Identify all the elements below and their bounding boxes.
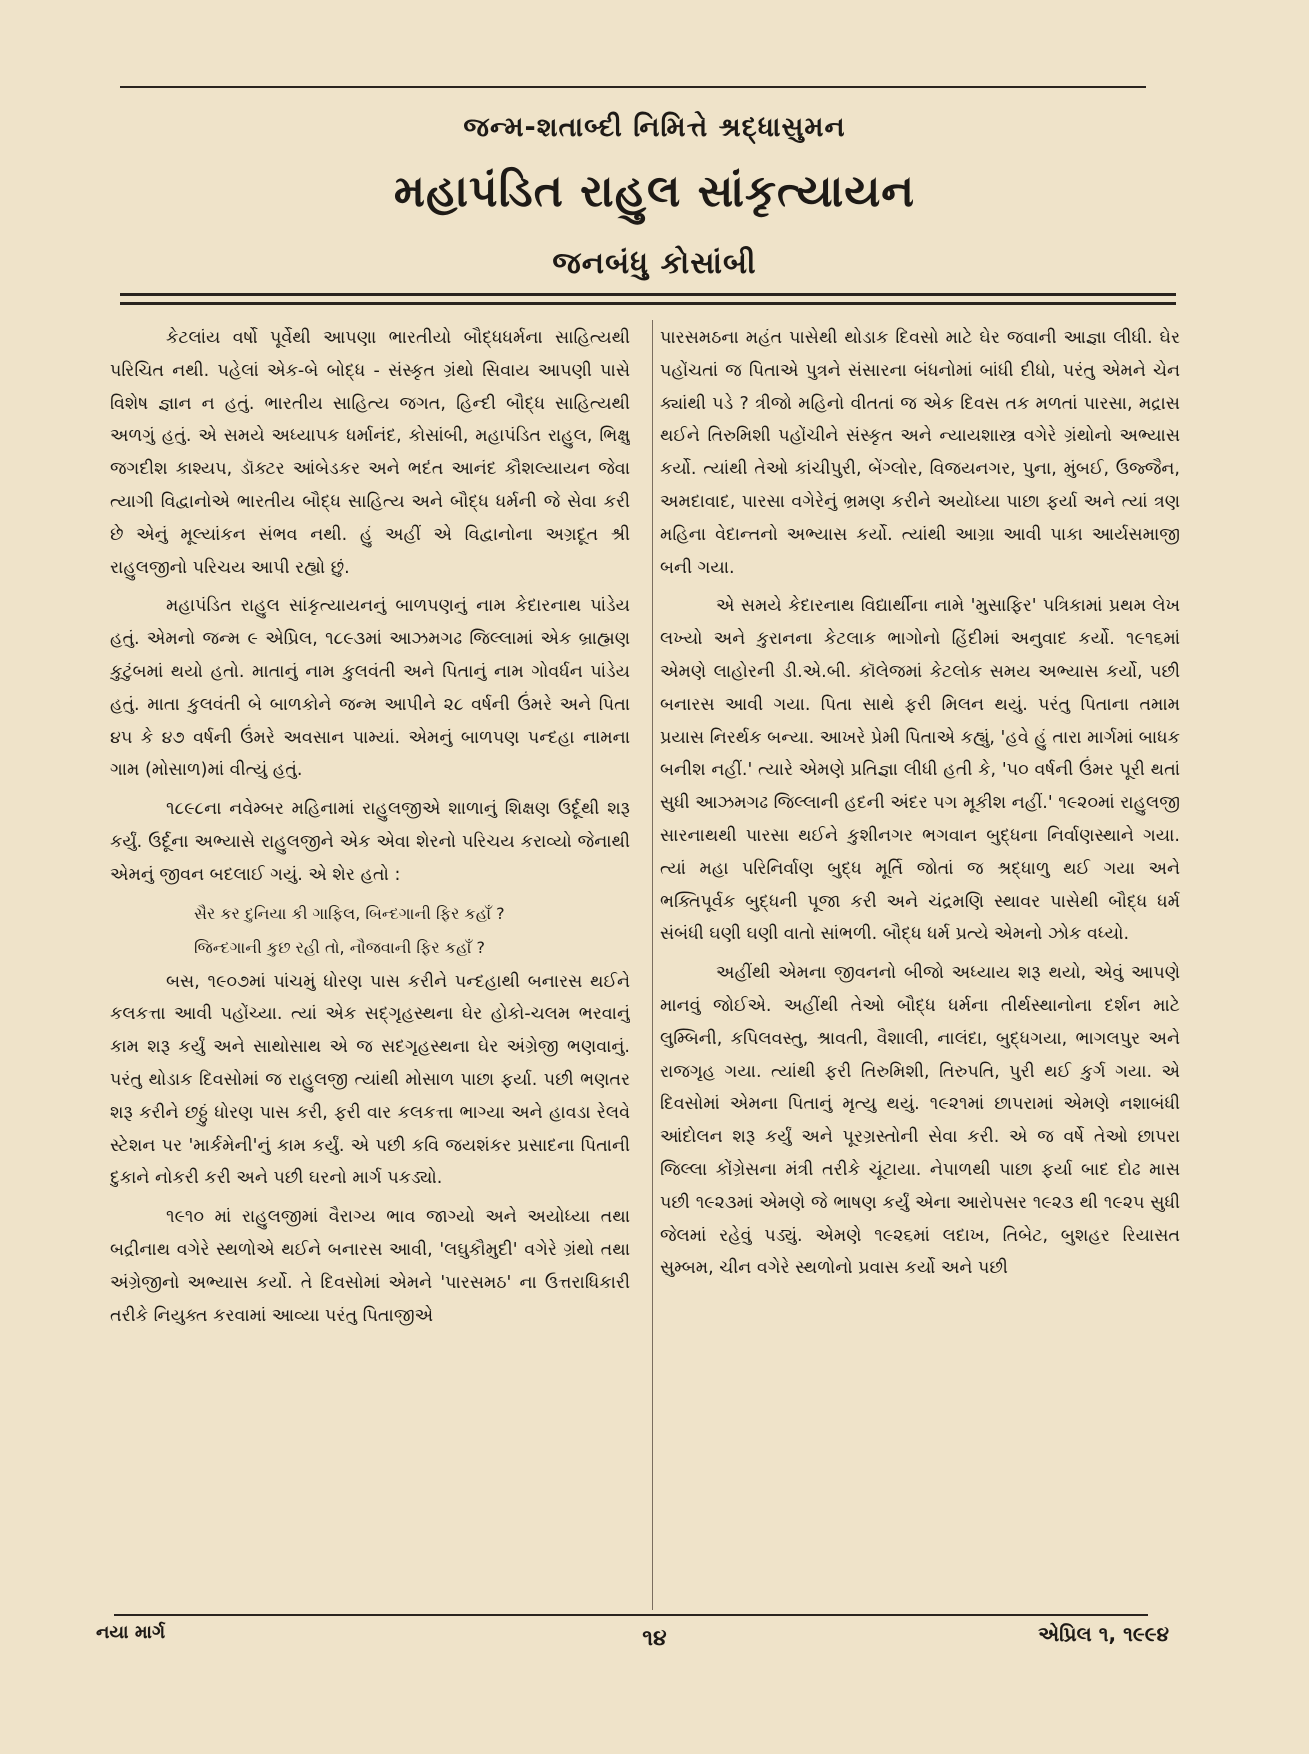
paragraph: કેટલાંય વર્ષો પૂર્વેથી આપણા ભારતીયો બૌદ્ધધર્મના સાહિત્યથી પરિચિત નથી. પહેલાં એક-બે બોદ્ધ - સંસ્કૃત ગ્રંથો સિવાય આપણી પાસે વિશેષ જ્ઞાન ન હતું. ભારતીય સાહિત્ય જગત, હિન્દી બૌદ્ધ સાહિત્યથી અળગું હતું. એ સમયે અધ્યાપક ધર્માનંદ, કોસાંબી, મહાપંડિત રાહુલ, ભિક્ષુ જગદીશ કાશ્યપ, ડૉક્ટર આંબેડકર અને ભદંત આનંદ કૌશલ્યાયન જેવા ત્યાગી વિદ્વાનોએ ભારતીય બૌદ્ધ સાહિત્ય અને બૌદ્ધ ધર્મની જે સેવા કરી છે એનું મૂલ્યાંકન સંભવ નથી. હું અહીં એ વિદ્વાનોના અગ્રદૂત શ્રી રાહુલજીનો પરિચય આપી રહ્યો છું.: [110, 328, 630, 578]
footer-rule: [114, 1614, 1148, 1616]
paragraph: ૧૮૯૮ના નવેમ્બર મહિનામાં રાહુલજીએ શાળાનું શિક્ષણ ઉર્દૂથી શરૂ કર્યું. ઉર્દૂના અભ્યાસે રાહુલજીને એક એવા શેરનો પરિચય કરાવ્યો જેનાથી એમનું જીવન બદલાઈ ગયું. એ શેર હતો :: [110, 799, 630, 885]
column-divider: [652, 320, 653, 1610]
magazine-name: નયા માર્ગ: [96, 1622, 166, 1643]
paragraph: ૧૯૧૦ માં રાહુલજીમાં વૈરાગ્ય ભાવ જાગ્યો અને અયોધ્યા તથા બદ્રીનાથ વગેરે સ્થળોએ થઈને બનારસ આવી, 'લઘુકૌમુદી' વગેરે ગ્રંથો તથા અંગ્રેજીનો અભ્યાસ કર્યો. તે દિવસોમાં એમને 'પારસમઠ' ના ઉત્તરાધિકારી તરીકે નિયુક્ત કરવામાં આવ્યા પરંતુ પિતાજીએ: [110, 1207, 630, 1326]
title-rule-double: [120, 302, 1176, 305]
right-column: [660, 322, 1180, 1607]
title-rule: [120, 293, 1176, 296]
paragraph: એ સમયે કેદારનાથ વિદ્યાર્થીના નામે 'મુસાફિર' પત્રિકામાં પ્રથમ લેખ લખ્યો અને કુરાનના કેટલાક ભાગોનો હિંદીમાં અનુવાદ કર્યો. ૧૯૧૬માં એમણે લાહોરની ડી.એ.બી. કૉલેજમાં કેટલોક સમય અભ્યાસ કર્યો, પછી બનારસ આવી ગયા. પિતા સાથે ફરી મિલન થયું. પરંતુ પિતાના તમામ પ્રયાસ નિરર્થક બન્યા. આખરે પ્રેમી પિતાએ કહ્યું, 'હવે હું તારા માર્ગમાં બાધક બનીશ નહીં.' ત્યારે એમણે પ્રતિજ્ઞા લીધી હતી કે, '૫૦ વર્ષની ઉંમર પૂરી થતાં સુધી આઝમગઢ જિલ્લાની હદની અંદર પગ મૂકીશ નહીં.' ૧૯૨૦માં રાહુલજી સારનાથથી પારસા થઈને કુશીનગર ભગવાન બુદ્ધના નિર્વાણસ્થાને ગયા. ત્યાં મહા પરિનિર્વાણ બુદ્ધ મૂર્તિ જોતાં જ શ્રદ્ધાળુ થઈ ગયા અને ભક્તિપૂર્વક બુદ્ધની પૂજા કરી અને ચંદ્રમણિ સ્થાવર પાસેથી બૌદ્ધ ધર્મ સંબંધી ઘણી ઘણી વાતો સાંભળી. બૌદ્ધ ધર્મ પ્રત્યે એમનો ઝોક વધ્યો.: [660, 596, 1180, 945]
kicker-heading: જન્મ-શતાબ્દી નિમિત્તે શ્રદ્ધાસુમન: [463, 112, 846, 143]
verse-line: જિન્દગાની કુછ રહી તો, નૌજવાની ફિર કહાઁ ?: [194, 937, 485, 957]
paragraph: બસ, ૧૯૦૭માં પાંચમું ધોરણ પાસ કરીને પન્દહાથી બનારસ થઈને કલકત્તા આવી પહોંચ્યા. ત્યાં એક સદ્ગૃહસ્થના ઘેર હોકો-ચલમ ભરવાનું કામ શરૂ કર્યું અને સાથોસાથ એ જ સદગૃહસ્થના ઘેર અંગ્રેજી ભણવાનું. પરંતુ થોડાક દિવસોમાં જ રાહુલજી ત્યાંથી મોસાળ પાછા ફર્યા. પછી ભણતર શરૂ કરીને છઠ્ઠું ધોરણ પાસ કરી, ફરી વાર કલકત્તા ભાગ્યા અને હાવડા રેલવે સ્ટેશન પર 'માર્કમેની'નું કામ કર્યું. એ પછી કવિ જયશંકર પ્રસાદના પિતાની દુકાને નોકરી કરી અને પછી ઘરનો માર્ગ પકડ્યો.: [110, 971, 630, 1189]
verse-line: સૈર કર દુનિયા કી ગાફિલ, બિન્દગાની ફિર કહાઁ ?: [194, 903, 505, 923]
paragraph: પારસમઠના મહંત પાસેથી થોડાક દિવસો માટે ઘેર જવાની આજ્ઞા લીધી. ઘેર પહોંચતાં જ પિતાએ પુત્રને સંસારના બંધનોમાં બાંધી દીધો, પરંતુ એમને ચેન ક્યાંથી પડે ? ત્રીજો મહિનો વીતતાં જ એક દિવસ તક મળતાં પારસા, મદ્રાસ થઈને તિરુમિશી પહોંચીને સંસ્કૃત અને ન્યાયશાસ્ત્ર વગેરે ગ્રંથોનો અભ્યાસ કર્યો. ત્યાંથી તેઓ કાંચીપુરી, બેંગ્લોર, વિજયનગર, પુના, મુંબઈ, ઉજ્જૈન, અમદાવાદ, પારસા વગેરેનું ભ્રમણ કરીને અયોધ્યા પાછા ફર્યા અને ત્યાં ત્રણ મહિના વેદાન્તનો અભ્યાસ કર્યો. ત્યાંથી આગ્રા આવી પાકા આર્યસમાજી બની ગયા.: [660, 328, 1180, 578]
page-number: ૧૪: [642, 1626, 667, 1651]
article-title: મહાપંડિત રાહુલ સાંકૃત્યાયન: [393, 166, 916, 217]
article-author: જનબંધુ કોસાંબી: [552, 246, 757, 281]
top-rule: [120, 86, 1146, 88]
paragraph: મહાપંડિત રાહુલ સાંકૃત્યાયનનું બાળપણનું નામ કેદારનાથ પાંડેય હતું. એમનો જન્મ ૯ એપ્રિલ, ૧૮૯૩માં આઝમગઢ જિલ્લામાં એક બ્રાહ્મણ કુટુંબમાં થયો હતો. માતાનું નામ કુલવંતી અને પિતાનું નામ ગોવર્ધન પાંડેય હતું. માતા કુલવંતી બે બાળકોને જન્મ આપીને ૨૮ વર્ષની ઉંમરે અને પિતા ૪૫ કે ૪૭ વર્ષની ઉંમરે અવસાન પામ્યાં. એમનું બાળપણ પન્દહા નામના ગામ (મોસાળ)માં વીત્યું હતું.: [110, 596, 630, 781]
paragraph: અહીંથી એમના જીવનનો બીજો અધ્યાય શરૂ થયો, એવું આપણે માનવું જોઈએ. અહીંથી તેઓ બૌદ્ધ ધર્મના તીર્થસ્થાનોના દર્શન માટે લુમ્બિની, કપિલવસ્તુ, શ્રાવતી, વૈશાલી, નાલંદા, બુદ્ધગયા, ભાગલપુર અને રાજગૃહ ગયા. ત્યાંથી ફરી તિરુમિશી, તિરુપતિ, પુરી થઈ કુર્ગ ગયા. એ દિવસોમાં એમના પિતાનું મૃત્યુ થયું. ૧૯૨૧માં છાપરામાં એમણે નશાબંધી આંદોલન શરૂ કર્યું અને પૂરગ્રસ્તોની સેવા કરી. એ જ વર્ષે તેઓ છાપરા જિલ્લા કોંગ્રેસના મંત્રી તરીકે ચૂંટાયા. નેપાળથી પાછા ફર્યા બાદ દોઢ માસ પછી ૧૯૨૩માં એમણે જે ભાષણ કર્યું એના આરોપસર ૧૯૨૩ થી ૧૯૨૫ સુધી જેલમાં રહેવું પડ્યું. એમણે ૧૯૨૬માં લદાખ, તિબેટ, બુશહર રિયાસત સુમ્બમ, ચીન વગેરે સ્થળોનો પ્રવાસ કર્યો અને પછી: [660, 963, 1180, 1279]
left-column: [110, 322, 630, 1607]
issue-date: એપ્રિલ ૧, ૧૯૯૪: [1038, 1622, 1169, 1646]
